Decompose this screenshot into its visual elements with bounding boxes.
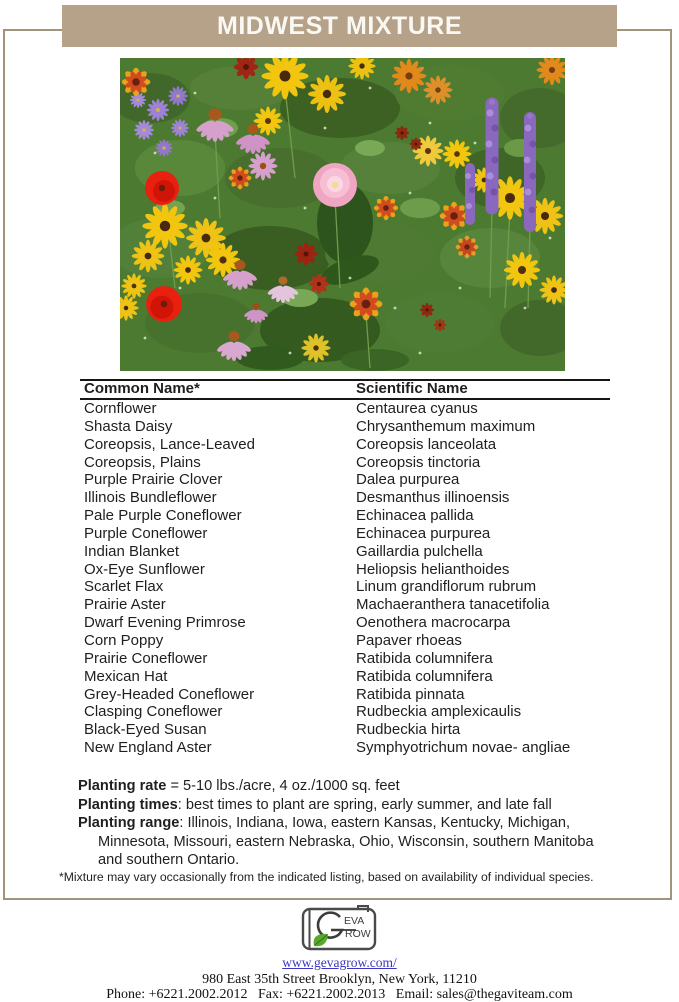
planting-line (78, 796, 605, 815)
planting-line (78, 814, 605, 870)
table-row (80, 578, 610, 596)
table-row (80, 632, 610, 650)
planting-label: Planting times (78, 796, 178, 813)
scientific-name-cell: Chrysanthemum maximum (356, 417, 536, 435)
common-name-cell: Shasta Daisy (84, 417, 173, 435)
table-row (80, 561, 610, 579)
scientific-name-cell: Rudbeckia hirta (356, 721, 461, 739)
common-name-cell: Prairie Aster (84, 596, 166, 614)
common-name-cell: Scarlet Flax (84, 578, 164, 596)
common-name-header: Common Name* (84, 380, 200, 397)
table-row (80, 596, 610, 614)
species-table (80, 379, 610, 757)
table-row (80, 489, 610, 507)
common-name-cell: Purple Coneflower (84, 524, 208, 542)
scientific-name-cell: Coreopsis tinctoria (356, 453, 481, 471)
common-name-cell: Grey-Headed Coneflower (84, 685, 255, 703)
common-name-cell: Black-Eyed Susan (84, 721, 207, 739)
planting-separator: = (166, 778, 184, 794)
table-row (80, 454, 610, 472)
header-bar (62, 5, 617, 47)
common-name-cell: Coreopsis, Lance-Leaved (84, 435, 255, 453)
table-body (80, 400, 610, 757)
table-row (80, 721, 610, 739)
table-row (80, 703, 610, 721)
brand-logo (0, 904, 679, 954)
table-row (80, 650, 610, 668)
common-name-cell: Mexican Hat (84, 667, 168, 685)
scientific-name-cell: Ratibida pinnata (356, 685, 465, 703)
table-header (80, 379, 610, 400)
planting-info (78, 777, 605, 870)
logo-text-top: EVA (343, 915, 364, 927)
table-row (80, 525, 610, 543)
scientific-name-cell: Echinacea purpurea (356, 524, 491, 542)
table-row (80, 436, 610, 454)
table-row (80, 507, 610, 525)
common-name-cell: Purple Prairie Clover (84, 471, 223, 489)
table-row (80, 418, 610, 436)
logo-text-bottom: ROW (344, 928, 371, 940)
planting-text: Illinois, Indiana, Iowa, eastern Kansas, Kentucky, Michigan, Minnesota, Missouri, eastern Nebraska, Ohio, Wisconsin, southern Manitoba and southern Ontario. (98, 815, 594, 869)
page-title: MIDWEST MIXTURE (217, 11, 462, 40)
gevagrow-logo-icon (290, 904, 390, 954)
scientific-name-cell: Centaurea cyanus (356, 400, 478, 417)
common-name-cell: Indian Blanket (84, 542, 180, 560)
table-row (80, 739, 610, 757)
contact-line: Phone: +6221.2002.2012 Fax: +6221.2002.2013 Email: sales@thegaviteam.com (106, 987, 573, 1002)
common-name-cell: Illinois Bundleflower (84, 489, 217, 507)
wildflower-photo (120, 58, 565, 371)
footer (0, 904, 679, 1002)
table-row (80, 686, 610, 704)
common-name-cell: New England Aster (84, 739, 212, 757)
scientific-name-cell: Rudbeckia amplexicaulis (356, 703, 522, 721)
common-name-cell: Dwarf Evening Primrose (84, 614, 246, 632)
planting-text: 5-10 lbs./acre, 4 oz./1000 sq. feet (183, 778, 400, 794)
common-name-cell: Cornflower (84, 400, 157, 417)
planting-label: Planting rate (78, 778, 167, 794)
wildflower-meadow-illustration (120, 58, 565, 371)
scientific-name-cell: Dalea purpurea (356, 471, 460, 489)
scientific-name-cell: Oenothera macrocarpa (356, 614, 511, 632)
scientific-name-header: Scientific Name (356, 380, 468, 397)
table-row (80, 614, 610, 632)
scientific-name-cell: Ratibida columnifera (356, 649, 493, 667)
scientific-name-cell: Symphyotrichum novae- angliae (356, 739, 571, 757)
common-name-cell: Ox-Eye Sunflower (84, 560, 205, 578)
disclaimer-note: *Mixture may vary occasionally from the indicated listing, based on availability of individual species. (59, 870, 594, 884)
table-row (80, 543, 610, 561)
common-name-cell: Pale Purple Coneflower (84, 507, 242, 525)
planting-separator: : (177, 796, 186, 813)
scientific-name-cell: Desmanthus illinoensis (356, 489, 510, 507)
scientific-name-cell: Ratibida columnifera (356, 667, 493, 685)
planting-label: Planting range (78, 815, 180, 832)
common-name-cell: Corn Poppy (84, 631, 164, 649)
common-name-cell: Clasping Coneflower (84, 703, 223, 721)
scientific-name-cell: Linum grandiflorum rubrum (356, 578, 537, 596)
scientific-name-cell: Heliopsis helianthoides (356, 560, 510, 578)
table-row (80, 471, 610, 489)
table-row (80, 400, 610, 418)
scientific-name-cell: Gaillardia pulchella (356, 542, 483, 560)
scientific-name-cell: Papaver rhoeas (356, 631, 462, 649)
planting-text: best times to plant are spring, early summer, and late fall (185, 796, 552, 813)
website-link[interactable]: www.gevagrow.com/ (282, 955, 397, 970)
scientific-name-cell: Coreopsis lanceolata (356, 435, 497, 453)
scientific-name-cell: Echinacea pallida (356, 507, 474, 525)
planting-separator: : (179, 815, 188, 832)
planting-line (78, 777, 605, 796)
table-row (80, 668, 610, 686)
pink-poppy (313, 163, 357, 207)
common-name-cell: Prairie Coneflower (84, 649, 208, 667)
common-name-cell: Coreopsis, Plains (84, 453, 201, 471)
scientific-name-cell: Machaeranthera tanacetifolia (356, 596, 550, 614)
address-line: 980 East 35th Street Brooklyn, New York, 11210 (202, 972, 477, 987)
